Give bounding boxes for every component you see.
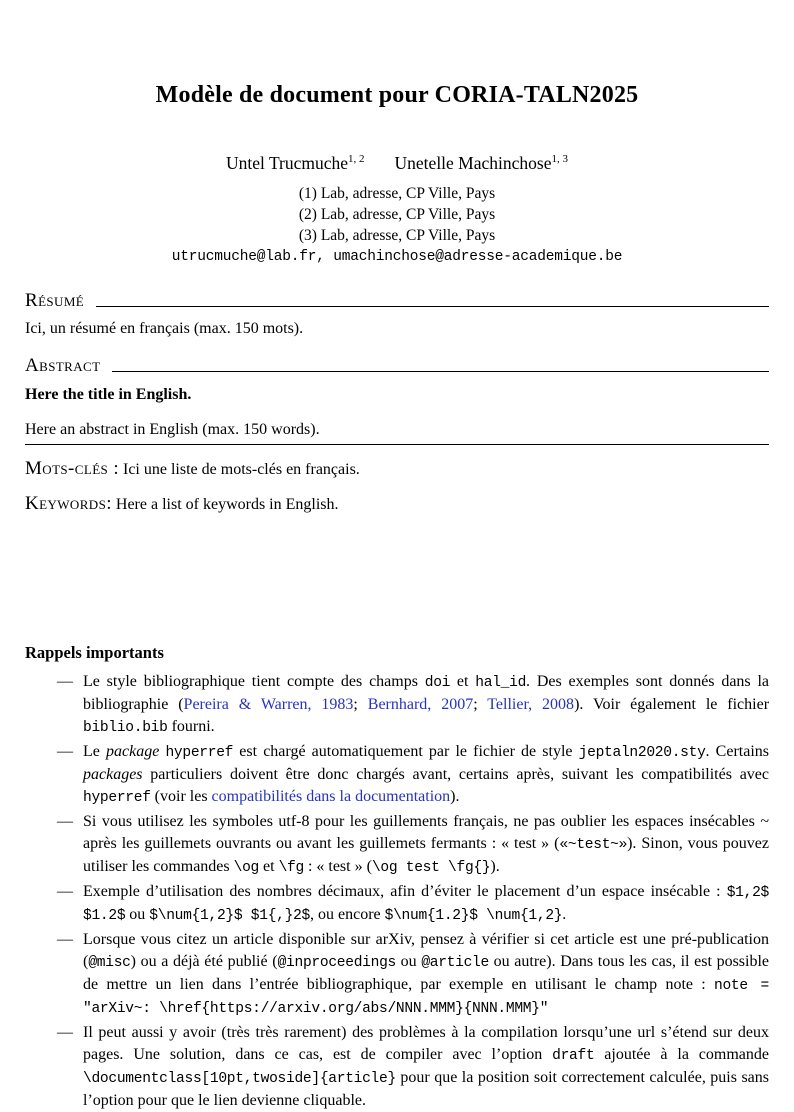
mots-cles-label: Mots-clés : [25, 458, 119, 479]
note-item-3-text [83, 811, 769, 879]
text-run: ). Sinon, vous pouvez utiliser les commandes [83, 835, 769, 875]
abstract-label: Abstract [25, 355, 101, 376]
text-run: ; [473, 696, 488, 713]
mots-cles-text: Ici une liste de mots-clés en français. [123, 461, 360, 478]
text-run: Le style bibliographique tient compte des champs [83, 673, 425, 690]
code-span: $\num{1.2}$ \num{1,2} [384, 908, 563, 924]
keywords-label: Keywords: [25, 493, 112, 514]
resume-rule [96, 306, 769, 307]
code-span: \fg [278, 860, 304, 876]
code-span: hal_id [475, 675, 527, 691]
text-run: pour que la position soit correctement calculée, puis sans l’option pour que le lien devienne cliquable. [83, 1069, 769, 1109]
note-item-5 [25, 929, 769, 1020]
affiliation-1: (1) Lab, adresse, CP Ville, Pays [298, 185, 496, 202]
text-run: fourni. [167, 718, 215, 735]
text-run: ) ou a déjà été publié ( [130, 953, 278, 970]
code-span: \og test \fg{} [371, 860, 491, 876]
text-run: Si vous utilisez les symboles utf-8 pour les guillements français, ne pas oublier les espaces insécables ~ après les guillemets ouvrants ou avant les guillemets fermants : « test » ( [83, 813, 769, 852]
text-run: , ou encore [310, 906, 385, 923]
item-dash: — [57, 883, 73, 900]
inline-link[interactable]: Pereira & Warren, 1983 [183, 696, 354, 713]
abstract-section-header [25, 355, 769, 377]
note-item-5-text [83, 929, 769, 1020]
keywords-text: Here a list of keywords in English. [115, 496, 339, 513]
text-run: est chargé automatiquement par le fichier de style [233, 743, 579, 760]
text-run: Il peut aussi y avoir (très très rarement) des problèmes à la compilation lorsqu’une url s’étend sur deux pages. Une solution, dans ce cas, est de compiler avec l’option [83, 1024, 769, 1063]
text-run: . Des exemples sont donnés dans la bibliographie ( [83, 673, 770, 713]
code-span: $1,2$ $1.2$ [83, 885, 769, 924]
note-item-6-text [83, 1022, 769, 1112]
code-span: @inproceedings [277, 955, 396, 971]
resume-label: Résumé [25, 290, 85, 311]
author-1-name: Untel Trucmuche [226, 153, 349, 173]
author-1 [226, 153, 365, 174]
note-item-1 [25, 671, 769, 739]
inline-link[interactable]: Tellier, 2008 [487, 696, 575, 713]
text-run: . [562, 906, 567, 923]
text-run: particuliers doivent être donc chargés avant, certains après, suivant les compatibilités avec [142, 766, 769, 783]
item-dash: — [57, 813, 73, 830]
author-2-affiliation-marks: 1, 3 [551, 153, 568, 166]
code-span: hyperref [165, 745, 234, 761]
code-span: biblio.bib [83, 720, 168, 736]
inline-link[interactable]: Bernhard, 2007 [367, 696, 474, 713]
abstract-text: Here an abstract in English (max. 150 words). [25, 421, 320, 438]
author-1-affiliation-marks: 1, 2 [348, 153, 365, 166]
resume-section-header [25, 290, 769, 312]
mots-cles-line [25, 458, 769, 480]
note-item-3 [25, 811, 769, 879]
keywords-line [25, 493, 769, 515]
note-item-2-text [83, 741, 769, 809]
affiliation-3: (3) Lab, adresse, CP Ville, Pays [298, 227, 496, 244]
code-span: jeptaln2020.sty [578, 745, 706, 761]
text-run: . Certains [705, 743, 769, 760]
code-span: hyperref [83, 790, 151, 806]
authors-line [25, 153, 769, 174]
note-item-4 [25, 881, 769, 927]
affiliation-2: (2) Lab, adresse, CP Ville, Pays [298, 206, 496, 223]
code-span: draft [552, 1048, 595, 1064]
item-dash: — [57, 931, 73, 948]
abstract-text-block [25, 419, 769, 445]
text-run: (voir les [150, 788, 212, 805]
author-2-name: Unetelle Machinchose [394, 153, 552, 173]
code-span: @article [421, 955, 489, 971]
text-run: : « test » ( [303, 858, 372, 875]
text-run: ). Voir également le fichier [574, 696, 770, 713]
text-run: et [259, 858, 279, 875]
italic-text: package [106, 743, 160, 760]
english-title: Here the title in English. [25, 386, 192, 403]
code-span: $\num{1,2}$ $1{,}2$ [149, 908, 310, 924]
item-dash: — [57, 743, 73, 760]
resume-text: Ici, un résumé en français (max. 150 mots). [25, 320, 304, 337]
text-run: Lorsque vous citez un article disponible sur arXiv, pensez à vérifier si cet article est une pré-publication ( [83, 931, 769, 970]
paper-title: Modèle de document pour CORIA-TALN2025 [155, 82, 639, 108]
code-span: \documentclass[10pt,twoside]{article} [83, 1071, 396, 1087]
text-run: et [450, 673, 476, 690]
note-item-6 [25, 1022, 769, 1112]
author-emails: utrucmuche@lab.fr, umachinchose@adresse-academique.be [171, 249, 623, 265]
text-run: Le [83, 743, 107, 760]
notes-list [25, 671, 769, 1112]
text-run: ajoutée à la commande [594, 1046, 769, 1063]
author-2 [395, 153, 568, 174]
text-run: ou [125, 906, 150, 923]
note-item-2 [25, 741, 769, 809]
text-run: ). [490, 858, 500, 875]
abstract-rule [112, 371, 769, 372]
code-span: \og [233, 860, 260, 876]
text-run: ou autre). Dans tous les cas, il est possible de mettre un lien dans l’entrée bibliographique, par exemple en utilisant le champ note : [83, 953, 770, 993]
inline-link[interactable]: compatibilités dans la documentation [211, 788, 451, 805]
code-span: «~test~» [559, 837, 628, 853]
code-span: note = "arXiv~: \href{https://arxiv.org/abs/NNN.MMM}{NNN.MMM}" [83, 978, 770, 1017]
note-item-4-text [83, 881, 769, 927]
italic-text: packages [83, 766, 143, 783]
item-dash: — [57, 673, 73, 690]
item-dash: — [57, 1024, 73, 1041]
code-span: doi [424, 675, 451, 691]
text-run: ou [396, 953, 422, 970]
text-run: ; [353, 696, 368, 713]
notes-heading: Rappels importants [25, 643, 164, 662]
text-run: ). [450, 788, 460, 805]
text-run: Exemple d’utilisation des nombres décimaux, afin d’éviter le placement d’un espace insécable : [83, 883, 727, 900]
affiliations-block [25, 183, 769, 246]
note-item-1-text [83, 671, 769, 739]
code-span: @misc [88, 955, 131, 971]
